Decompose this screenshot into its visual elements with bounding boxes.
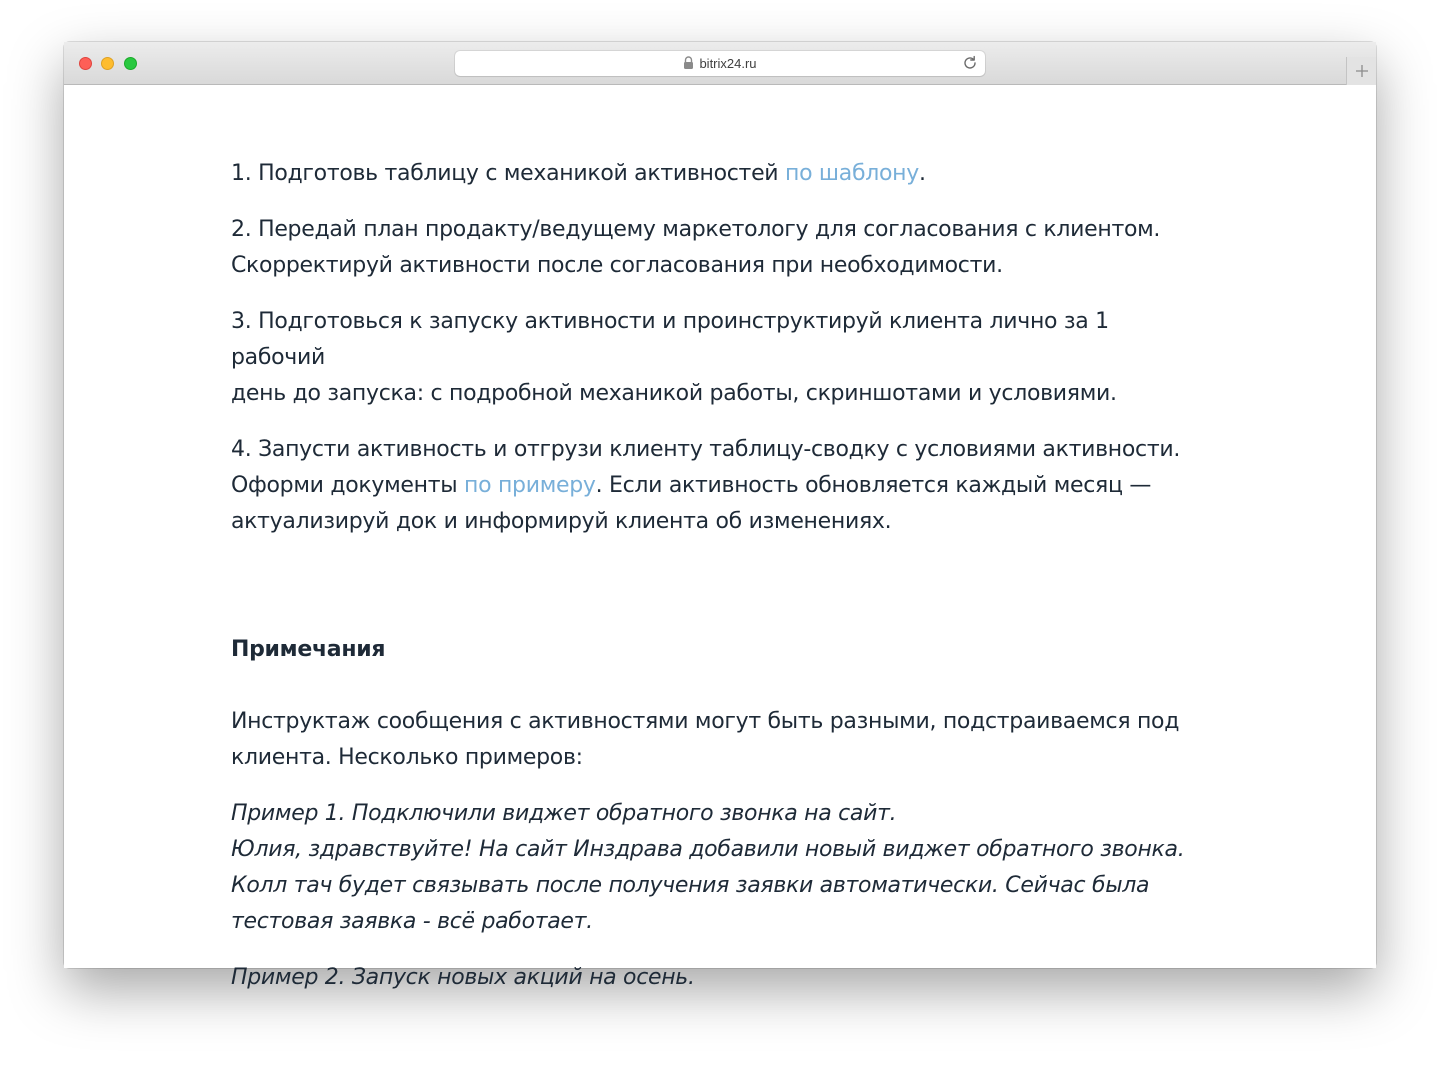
notes-intro-paragraph — [231, 704, 1191, 776]
minimize-window-button[interactable] — [101, 57, 114, 70]
example-2-line-1: Пример 2. Запуск новых акций на осень. — [231, 965, 695, 990]
example-1-paragraph — [231, 796, 1191, 940]
example-1-line-2: Юлия, здравствуйте! На сайт Инздрава добавили новый виджет обратного звонка. — [231, 837, 1185, 862]
new-tab-button[interactable] — [1346, 57, 1376, 85]
address-display — [455, 51, 985, 76]
step-3-paragraph — [231, 304, 1191, 412]
reload-icon[interactable] — [962, 55, 978, 71]
title-bar — [64, 42, 1376, 85]
step-4-line-3: актуализируй док и информируй клиента об изменениях. — [231, 509, 892, 534]
close-window-button[interactable] — [79, 57, 92, 70]
step-2-line-1: 2. Передай план продакту/ведущему маркетологу для согласования с клиентом. — [231, 217, 1161, 242]
example-1-line-4: тестовая заявка - всё работает. — [231, 909, 593, 934]
step-4-paragraph — [231, 432, 1191, 540]
page-content — [64, 86, 1376, 990]
step-4-line-2-before: Оформи документы — [231, 473, 465, 498]
example-1-line-1: Пример 1. Подключили виджет обратного звонка на сайт. — [231, 801, 897, 826]
url-text: bitrix24.ru — [699, 56, 757, 71]
step-4-line-2-after: . Если активность обновляется каждый месяц — — [595, 473, 1152, 498]
article-body — [231, 156, 1191, 1016]
lock-icon — [683, 56, 694, 69]
plus-icon — [1355, 64, 1369, 78]
step-4-line-1: 4. Запусти активность и отгрузи клиенту таблицу-сводку с условиями активности. — [231, 437, 1181, 462]
browser-window — [64, 42, 1376, 990]
notes-heading: Примечания — [231, 637, 386, 662]
step-2-line-2: Скорректируй активности после согласования при необходимости. — [231, 253, 1003, 278]
step-1-paragraph — [231, 156, 1191, 192]
notes-intro-line-1: Инструктаж сообщения с активностями могут быть разными, подстраиваемся под — [231, 709, 1180, 734]
example-1-line-3: Колл тач будет связывать после получения заявки автоматически. Сейчас была — [231, 873, 1150, 898]
step-3-line-2: день до запуска: с подробной механикой работы, скриншотами и условиями. — [231, 381, 1117, 406]
example-link[interactable]: по примеру — [464, 473, 596, 498]
notes-intro-line-2: клиента. Несколько примеров: — [231, 745, 583, 770]
step-1-text: 1. Подготовь таблицу с механикой активностей — [231, 161, 785, 186]
zoom-window-button[interactable] — [124, 57, 137, 70]
step-3-line-1: 3. Подготовься к запуску активности и проинструктируй клиента лично за 1 рабочий — [231, 309, 1109, 370]
step-1-after: . — [918, 161, 926, 186]
template-link[interactable]: по шаблону — [785, 161, 919, 186]
step-2-paragraph — [231, 212, 1191, 284]
address-bar[interactable] — [455, 51, 985, 76]
example-2-paragraph — [231, 960, 1191, 996]
